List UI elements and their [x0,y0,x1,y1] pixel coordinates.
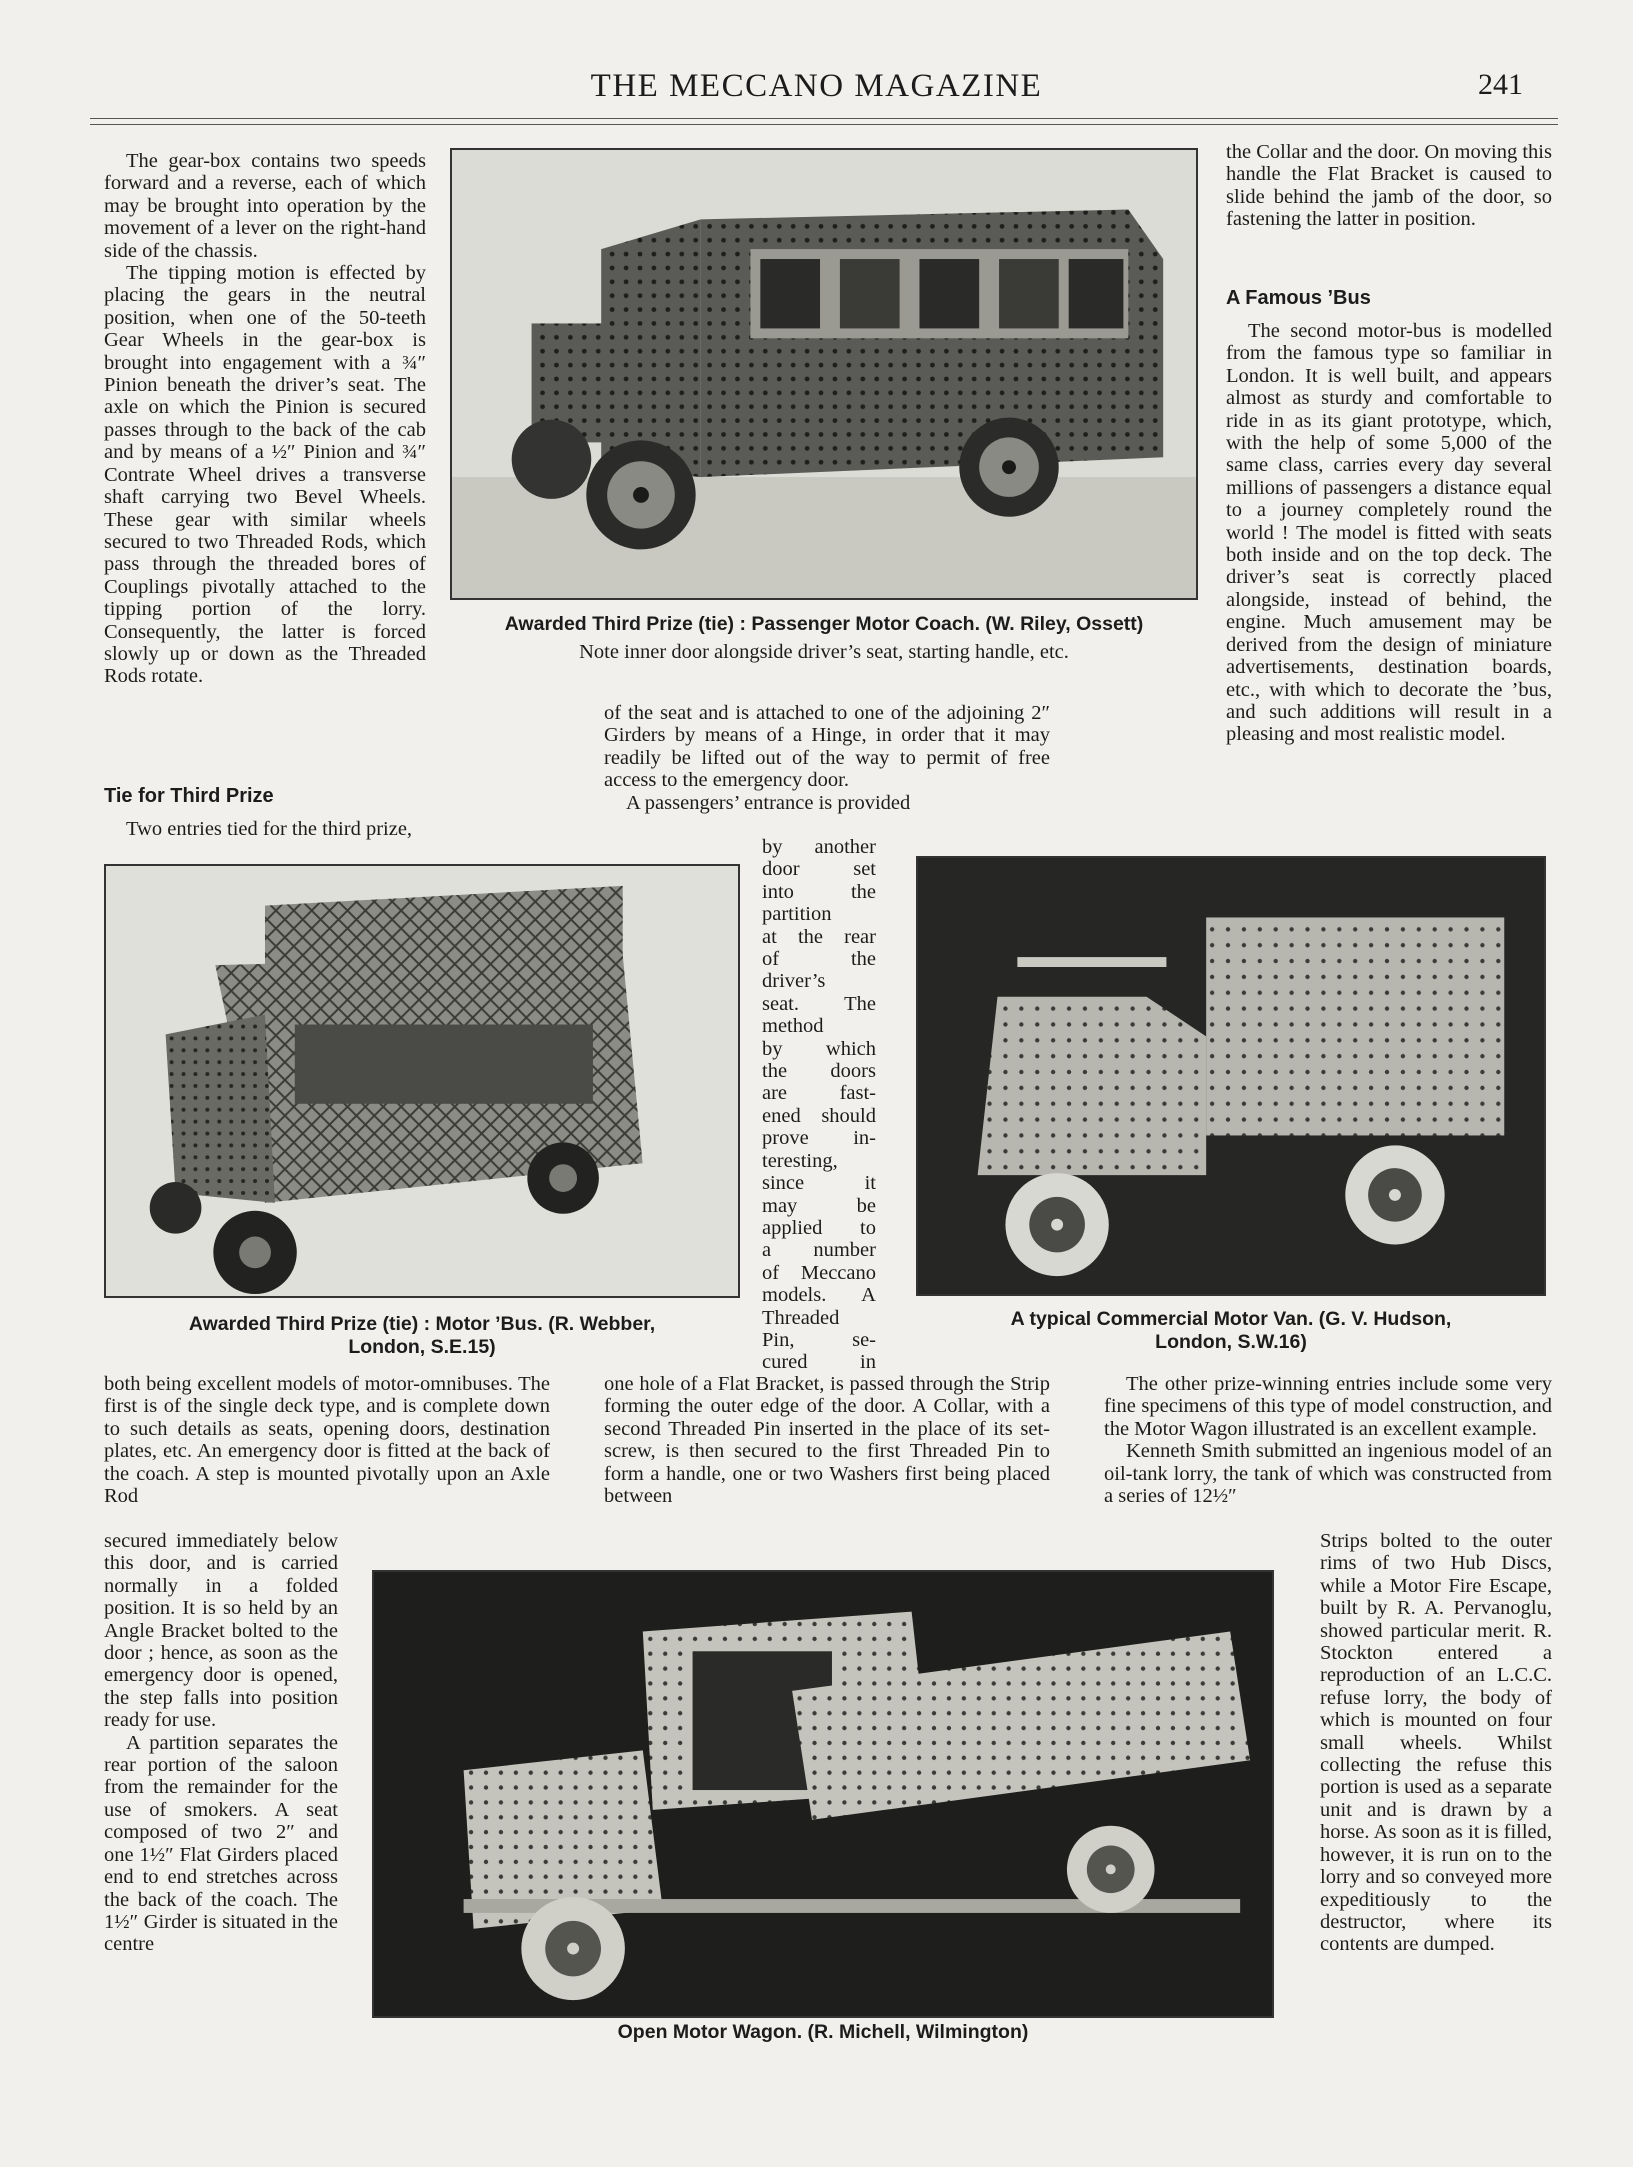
caption-line: London, S.E.15) [348,1336,496,1358]
caption-line: Awarded Third Prize (tie) : Motor ’Bus. (R. Webber, [188,1313,656,1335]
section-heading: Tie for Third Prize [104,785,274,807]
caption-line: London, S.W.16) [1155,1331,1307,1353]
narrow-line: door set [762,858,876,881]
caption-note: Note inner door alongside driver’s seat, starting handle, etc. [579,641,1069,663]
narrow-line: driver’s [762,970,826,993]
header-rule [90,118,1558,119]
narrow-line: by which [762,1037,876,1060]
paragraph: both being excellent models of motor-omnibuses. The first is of the single deck type, and is complete down to such details as seats, opening doors, destination plates, etc. An emergency door is fitted at the back of the coach. A step is mounted pivotally upon an Axle Rod [104,1373,550,1508]
paragraph: The tipping motion is effected by placing the gears in the neutral position, when one of the 50-teeth Gear Wheels in the gear-box is brought into engagement with a ¾″ Pinion beneath the driver’s seat. The axle on which the Pinion is secured passes through to the back of the cab and by means of a ½″ Pinion and ¾″ Contrate Wheel drives a transverse shaft carrying two Bevel Wheels. These gear with similar wheels secured to two Threaded Rods, which pass through the threaded bores of Couplings pivotally attached to the tipping portion of the lorry. Consequently, the latter is forced slowly up or down as the Threaded Rods rotate. [104,262,426,688]
paragraph: A partition separates the rear portion of the saloon from the remainder for the use of smokers. A seat composed of two 2″ and one 1½″ Flat Girders placed end to end stretches across the back of the coach. The 1½″ Girder is situated in the centre [104,1731,338,1956]
col3-narrow-text [1320,1530,1552,1956]
photo-passenger-motor-coach [450,148,1198,600]
header-rule-thin [90,124,1558,125]
col2-mid-text [604,702,1050,814]
paragraph: Strips bolted to the outer rims of two Hub Discs, while a Motor Fire Escape, built by R. A. Pervanoglu, showed particular merit. R. Stockton entered a reproduction of an L.C.C. refuse lorry, the body of which is mounted on four small wheels. Whilst collecting the refuse this portion is used as a separate unit and is drawn by a horse. As soon as it is filled, however, it is run on to the lorry and so conveyed more expeditiously to the destructor, where its contents are dumped. [1320,1530,1552,1956]
caption-commercial-motor-van [916,1308,1546,1354]
narrow-line: partition [762,903,832,926]
narrow-line: are fast- [762,1082,876,1105]
narrow-line: method [762,1015,824,1038]
narrow-line: may be [762,1194,876,1217]
narrow-line: of Meccano [762,1261,876,1284]
narrow-line: ened should [762,1104,876,1127]
paragraph: The other prize-winning entries include some very fine specimens of this type of model construction, and the Motor Wagon illustrated is an excellent example. [1104,1373,1552,1440]
narrow-line: cured in [762,1351,876,1374]
page-number: 241 [1478,68,1523,101]
caption-line: A typical Commercial Motor Van. (G. V. Hudson, [1010,1308,1452,1330]
paragraph: of the seat and is attached to one of the adjoining 2″ Girders by means of a Hinge, in order that it may readily be lifted out of the way to permit of free access to the emergency door. [604,702,1050,792]
col1-top-text [104,150,426,688]
narrow-line: since it [762,1172,876,1195]
photo-commercial-motor-van [916,856,1546,1296]
caption-passenger-motor-coach: Awarded Third Prize (tie) : Passenger Motor Coach. (W. Riley, Ossett) [504,613,1144,635]
narrow-line: into the [762,880,876,903]
section-heading: A Famous ’Bus [1226,287,1371,309]
col2-narrow-text [762,836,876,1374]
photo-motor-bus [104,864,740,1298]
paragraph: The gear-box contains two speeds forward and a reverse, each of which may be brought into operation by the movement of a lever on the right-hand side of the chassis. [104,150,426,262]
narrow-line: at the rear [762,925,876,948]
magazine-title: THE MECCANO MAGAZINE [590,68,1043,104]
col3-top-text-2 [1226,320,1552,746]
paragraph: the Collar and the door. On moving this handle the Flat Bracket is caused to slide behind the jamb of the door, so fastening the latter in position. [1226,141,1552,231]
caption-open-motor-wagon: Open Motor Wagon. (R. Michell, Wilmington) [617,2021,1029,2043]
paragraph: Kenneth Smith submitted an ingenious model of an oil-tank lorry, the tank of which was constructed from a series of 12½″ [1104,1440,1552,1508]
paragraph: The second motor-bus is modelled from the famous type so familiar in London. It is well built, and appears almost as sturdy and comfortable to ride in as its giant prototype, which, with the help of some 5,000 of the same class, carries every day several millions of passengers a distance equal to a journey completely round the world ! The model is fitted with seats both inside and on the top deck. The driver’s seat is correctly placed alongside, instead of behind, the engine. Much amusement may be derived from the design of miniature advertisements, destination boards, etc., with which to decorate the ’bus, and such additions will result in a pleasing and most realistic model. [1226,320,1552,746]
narrow-line: applied to [762,1216,876,1239]
col1-top-text-2 [104,818,554,840]
narrow-line: prove in- [762,1127,876,1150]
col1-bottom-text [104,1373,550,1507]
narrow-line: models. A [762,1284,876,1307]
paragraph: one hole of a Flat Bracket, is passed through the Strip forming the outer edge of the door. A Collar, with a second Threaded Pin inserted in the place of its set-screw, is then secured to the first Threaded Pin to form a handle, one or two Washers first being placed between [604,1373,1050,1508]
narrow-line: teresting, [762,1149,838,1172]
paragraph: secured immediately below this door, and is carried normally in a folded position. It is so held by an Angle Bracket bolted to the door ; hence, as soon as the emergency door is opened, the step falls into position ready for use. [104,1530,338,1732]
caption-motor-bus [104,1313,740,1359]
narrow-line: the doors [762,1060,876,1083]
narrow-line: of the [762,948,876,971]
col3-bottom-text [1104,1373,1552,1507]
col3-top-text [1226,141,1552,231]
col2-bottom-text [604,1373,1050,1507]
narrow-line: Threaded [762,1306,840,1329]
narrow-line: by another [762,836,876,858]
photo-open-motor-wagon [372,1570,1274,2018]
paragraph: Two entries tied for the third prize, [126,818,413,840]
narrow-line: Pin, se- [762,1328,876,1351]
narrow-line: seat. The [762,992,876,1015]
paragraph: A passengers’ entrance is provided [626,791,911,814]
narrow-line: a number [762,1239,876,1262]
col1-narrow-text [104,1530,338,1956]
